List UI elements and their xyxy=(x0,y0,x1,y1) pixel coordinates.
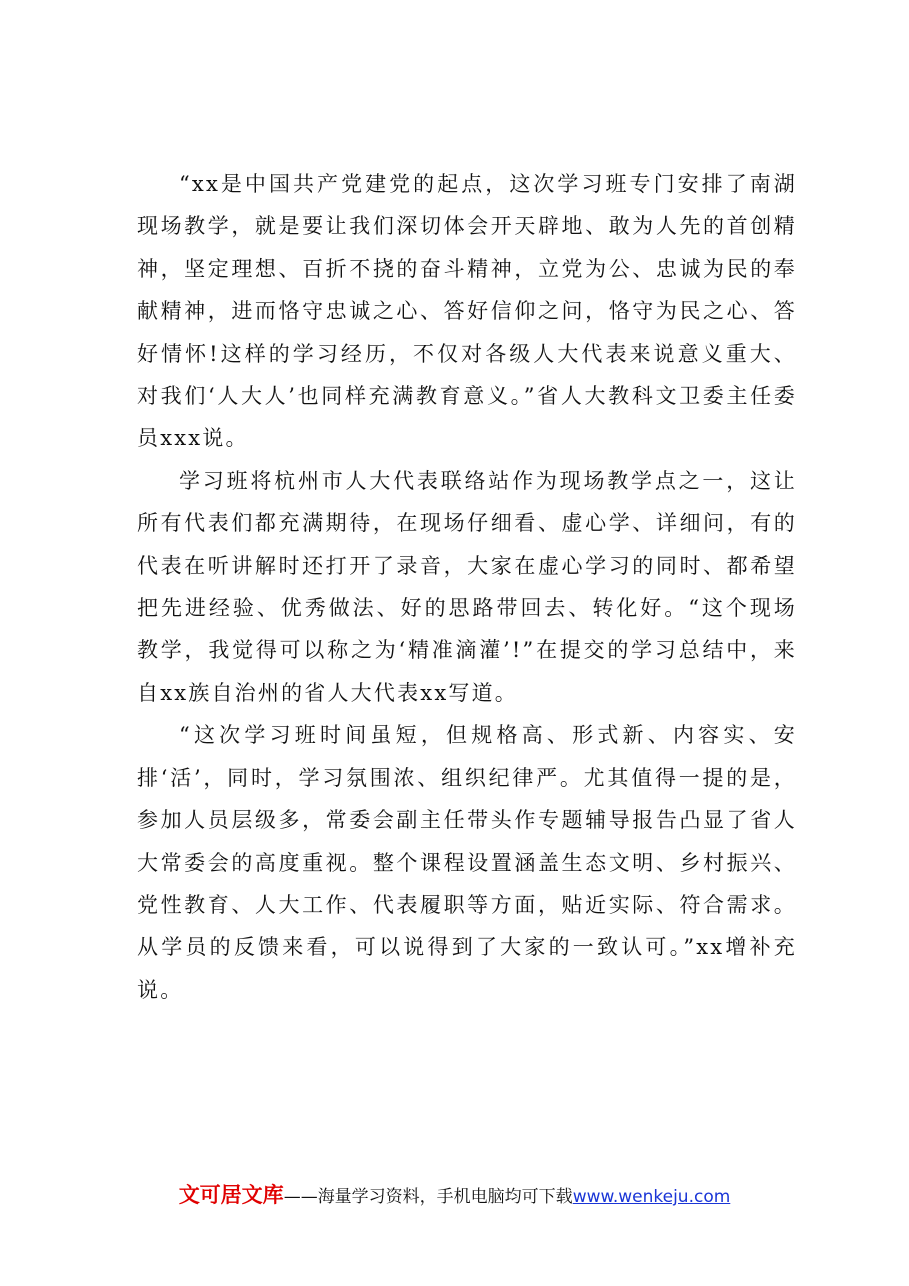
footer-brand: 文可居文库 xyxy=(178,1183,284,1207)
paragraph-3: “这次学习班时间虽短，但规格高、形式新、内容实、安排‘活’，同时，学习氛围浓、组织纪律严。尤其值得一提的是，参加人员层级多，常委会副主任带头作专题辅导报告凸显了省人大常委会的高度重视。整个课程设置涵盖生态文明、乡村振兴、党性教育、人大工作、代表履职等方面，贴近实际、符合需求。从学员的反馈来看，可以说得到了大家的一致认可。”xx增补充说。 xyxy=(137,723,797,1002)
footer-url-link[interactable]: www.wenkeju.com xyxy=(572,1187,731,1207)
footer-banner xyxy=(0,1181,909,1211)
document-body xyxy=(137,163,797,1011)
paragraph-2: 学习班将杭州市人大代表联络站作为现场教学点之一，这让所有代表们都充满期待，在现场仔细看、虚心学、详细问，有的代表在听讲解时还打开了录音，大家在虚心学习的同时、都希望把先进经验、优秀做法、好的思路带回去、转化好。“这个现场教学，我觉得可以称之为‘精准滴灌’!”在提交的学习总结中，来自xx族自治州的省人大代表xx写道。 xyxy=(137,468,797,705)
paragraph-1: “xx是中国共产党建党的起点，这次学习班专门安排了南湖现场教学，就是要让我们深切体会开天辟地、敢为人先的首创精神，坚定理想、百折不挠的奋斗精神，立党为公、忠诚为民的奉献精神，进而恪守忠诚之心、答好信仰之问，恪守为民之心、答好情怀!这样的学习经历，不仅对各级人大代表来说意义重大、对我们‘人大人’也同样充满教育意义。”省人大教科文卫委主任委员xxx说。 xyxy=(137,172,797,451)
footer-slogan: ——海量学习资料，手机电脑均可下载 xyxy=(283,1187,573,1207)
